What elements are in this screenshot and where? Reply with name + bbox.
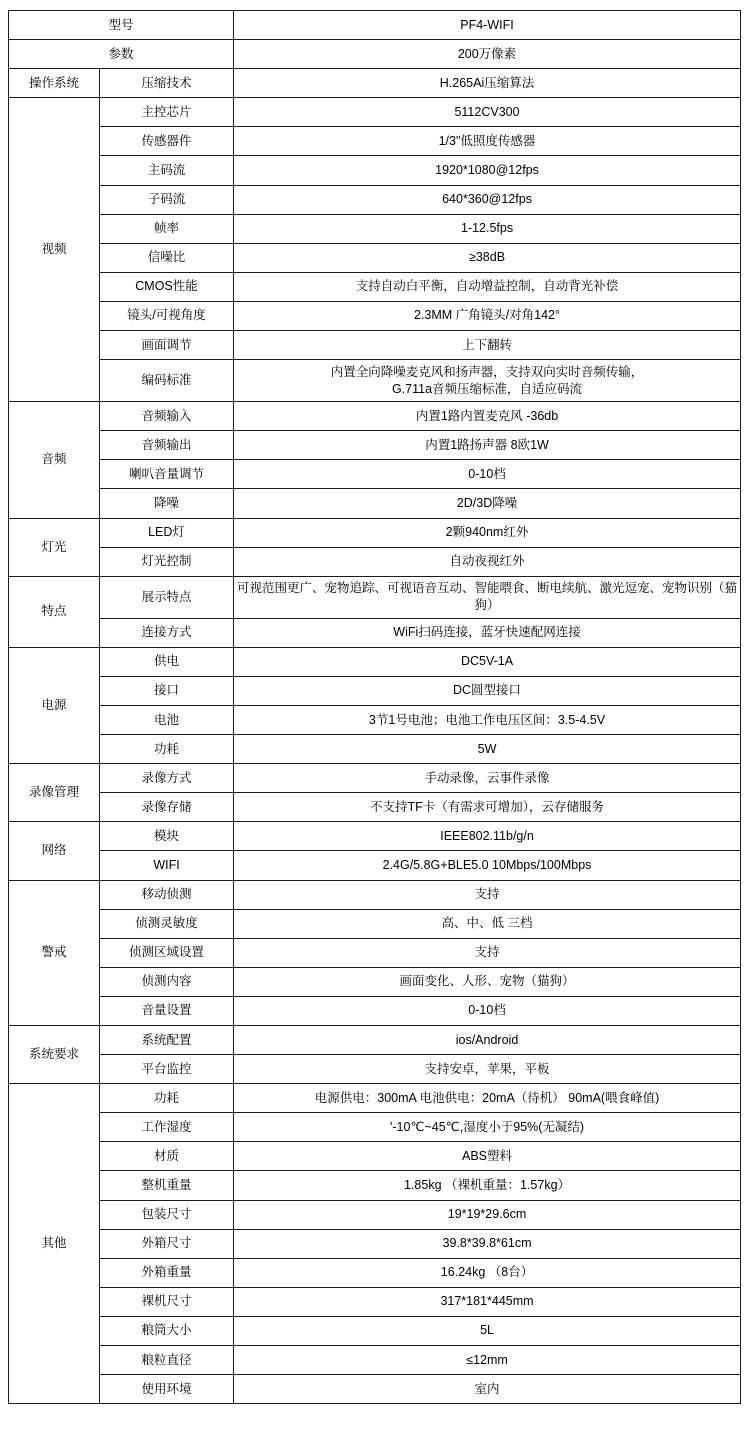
param-label: 灯光控制 <box>100 547 234 576</box>
param-label: 录像方式 <box>100 764 234 793</box>
table-row <box>9 764 741 793</box>
table-row <box>9 676 741 705</box>
table-row <box>9 11 741 40</box>
param-label: 喇叭音量调节 <box>100 460 234 489</box>
table-row <box>9 1346 741 1375</box>
param-value: 317*181*445mm <box>234 1287 741 1316</box>
param-value: IEEE802.11b/g/n <box>234 822 741 851</box>
param-value: 内置1路扬声器 8欧1W <box>234 431 741 460</box>
param-label: 粮筒大小 <box>100 1316 234 1345</box>
table-row <box>9 618 741 647</box>
table-row <box>9 1026 741 1055</box>
param-value: 支持安卓，苹果，平板 <box>234 1055 741 1084</box>
param-value: 内置全向降噪麦克风和扬声器，支持双向实时音频传输， G.711a音频压缩标准，自适应码流 <box>234 360 741 402</box>
param-value: 2D/3D降噪 <box>234 489 741 518</box>
param-value: ABS塑料 <box>234 1142 741 1171</box>
param-value: 支持 <box>234 938 741 967</box>
table-row <box>9 402 741 431</box>
param-label: 帧率 <box>100 214 234 243</box>
param-label: WIFI <box>100 851 234 880</box>
param-value: ≥38dB <box>234 243 741 272</box>
table-row <box>9 880 741 909</box>
param-value: 0-10档 <box>234 996 741 1025</box>
param-value: 1.85kg （裸机重量：1.57kg） <box>234 1171 741 1200</box>
spec-table-body <box>9 11 741 1404</box>
param-value: ≤12mm <box>234 1346 741 1375</box>
table-row <box>9 431 741 460</box>
table-row <box>9 127 741 156</box>
table-row <box>9 705 741 734</box>
table-row <box>9 331 741 360</box>
param-label: 录像存储 <box>100 793 234 822</box>
table-row <box>9 185 741 214</box>
param-value: DC圆型接口 <box>234 676 741 705</box>
param-label: 供电 <box>100 647 234 676</box>
param-value: 39.8*39.8*61cm <box>234 1229 741 1258</box>
param-label: 信噪比 <box>100 243 234 272</box>
param-label: CMOS性能 <box>100 272 234 301</box>
param-label: 音频输入 <box>100 402 234 431</box>
param-value: 2颗940nm红外 <box>234 518 741 547</box>
param-value: 1920*1080@12fps <box>234 156 741 185</box>
param-value: 16.24kg （8台） <box>234 1258 741 1287</box>
param-value: DC5V-1A <box>234 647 741 676</box>
spec-table <box>8 10 741 1404</box>
category-cell: 音频 <box>9 402 100 518</box>
table-row <box>9 576 741 618</box>
category-cell: 警戒 <box>9 880 100 1025</box>
table-row <box>9 1084 741 1113</box>
table-row <box>9 851 741 880</box>
header-value: PF4-WIFI <box>234 11 741 40</box>
param-label: 编码标准 <box>100 360 234 402</box>
table-row <box>9 1375 741 1404</box>
param-label: 主控芯片 <box>100 98 234 127</box>
table-row <box>9 1287 741 1316</box>
table-row <box>9 735 741 764</box>
param-label: 模块 <box>100 822 234 851</box>
param-value: 自动夜视红外 <box>234 547 741 576</box>
param-value: 0-10档 <box>234 460 741 489</box>
param-value: 高、中、低 三档 <box>234 909 741 938</box>
table-row <box>9 40 741 69</box>
param-label: 系统配置 <box>100 1026 234 1055</box>
param-label: 包装尺寸 <box>100 1200 234 1229</box>
param-label: 接口 <box>100 676 234 705</box>
table-row <box>9 156 741 185</box>
param-value: 1-12.5fps <box>234 214 741 243</box>
param-value: 1/3"低照度传感器 <box>234 127 741 156</box>
table-row <box>9 243 741 272</box>
param-value: 3节1号电池；电池工作电压区间：3.5-4.5V <box>234 705 741 734</box>
param-label: 外箱尺寸 <box>100 1229 234 1258</box>
param-label: 主码流 <box>100 156 234 185</box>
param-value: 19*19*29.6cm <box>234 1200 741 1229</box>
param-value: 支持自动白平衡，自动增益控制，自动背光补偿 <box>234 272 741 301</box>
table-row <box>9 301 741 330</box>
param-label: 功耗 <box>100 735 234 764</box>
param-value: 手动录像，云事件录像 <box>234 764 741 793</box>
table-row <box>9 1200 741 1229</box>
param-value: 上下翻转 <box>234 331 741 360</box>
param-label: 整机重量 <box>100 1171 234 1200</box>
table-row <box>9 1258 741 1287</box>
table-row <box>9 1171 741 1200</box>
param-value: 内置1路内置麦克风 -36db <box>234 402 741 431</box>
param-value: 不支持TF卡（有需求可增加），云存储服务 <box>234 793 741 822</box>
param-value: 画面变化、人形、宠物（猫狗） <box>234 967 741 996</box>
param-label: 材质 <box>100 1142 234 1171</box>
param-value: 2.3MM 广角镜头/对角142° <box>234 301 741 330</box>
param-value: 支持 <box>234 880 741 909</box>
param-value: H.265Ai压缩算法 <box>234 69 741 98</box>
header-label: 参数 <box>9 40 234 69</box>
param-label: 工作湿度 <box>100 1113 234 1142</box>
param-label: LED灯 <box>100 518 234 547</box>
param-label: 裸机尺寸 <box>100 1287 234 1316</box>
param-value: 5112CV300 <box>234 98 741 127</box>
param-value: ios/Android <box>234 1026 741 1055</box>
param-value: WiFi扫码连接，蓝牙快速配网连接 <box>234 618 741 647</box>
param-value: '-10℃~45℃,湿度小于95%(无凝结) <box>234 1113 741 1142</box>
param-value: 2.4G/5.8G+BLE5.0 10Mbps/100Mbps <box>234 851 741 880</box>
param-label: 子码流 <box>100 185 234 214</box>
param-label: 画面调节 <box>100 331 234 360</box>
param-value: 电源供电：300mA 电池供电：20mA（待机） 90mA(喂食峰值) <box>234 1084 741 1113</box>
header-value: 200万像素 <box>234 40 741 69</box>
table-row <box>9 1229 741 1258</box>
table-row <box>9 69 741 98</box>
param-label: 侦测灵敏度 <box>100 909 234 938</box>
category-cell: 电源 <box>9 647 100 763</box>
category-cell: 视频 <box>9 98 100 402</box>
param-value: 5W <box>234 735 741 764</box>
param-value: 5L <box>234 1316 741 1345</box>
param-label: 镜头/可视角度 <box>100 301 234 330</box>
param-label: 侦测内容 <box>100 967 234 996</box>
param-label: 使用环境 <box>100 1375 234 1404</box>
category-cell: 网络 <box>9 822 100 880</box>
table-row <box>9 489 741 518</box>
table-row <box>9 214 741 243</box>
table-row <box>9 822 741 851</box>
param-value: 室内 <box>234 1375 741 1404</box>
param-label: 粮粒直径 <box>100 1346 234 1375</box>
param-label: 电池 <box>100 705 234 734</box>
param-label: 外箱重量 <box>100 1258 234 1287</box>
param-value: 640*360@12fps <box>234 185 741 214</box>
table-row <box>9 547 741 576</box>
category-cell: 系统要求 <box>9 1026 100 1084</box>
param-label: 移动侦测 <box>100 880 234 909</box>
table-row <box>9 647 741 676</box>
param-label: 展示特点 <box>100 576 234 618</box>
table-row <box>9 1316 741 1345</box>
table-row <box>9 938 741 967</box>
category-cell: 操作系统 <box>9 69 100 98</box>
table-row <box>9 1055 741 1084</box>
param-label: 压缩技术 <box>100 69 234 98</box>
table-row <box>9 360 741 402</box>
param-value: 可视范围更广、宠物追踪、可视语音互动、智能喂食、断电续航、激光逗宠、宠物识别（猫狗） <box>234 576 741 618</box>
table-row <box>9 793 741 822</box>
category-cell: 其他 <box>9 1084 100 1404</box>
table-row <box>9 518 741 547</box>
table-row <box>9 98 741 127</box>
category-cell: 特点 <box>9 576 100 647</box>
table-row <box>9 1113 741 1142</box>
table-row <box>9 909 741 938</box>
table-row <box>9 1142 741 1171</box>
param-label: 音量设置 <box>100 996 234 1025</box>
table-row <box>9 272 741 301</box>
param-label: 侦测区域设置 <box>100 938 234 967</box>
table-row <box>9 460 741 489</box>
table-row <box>9 996 741 1025</box>
param-label: 传感器件 <box>100 127 234 156</box>
header-label: 型号 <box>9 11 234 40</box>
table-row <box>9 967 741 996</box>
category-cell: 录像管理 <box>9 764 100 822</box>
param-label: 连接方式 <box>100 618 234 647</box>
param-label: 降噪 <box>100 489 234 518</box>
param-label: 功耗 <box>100 1084 234 1113</box>
param-label: 音频输出 <box>100 431 234 460</box>
category-cell: 灯光 <box>9 518 100 576</box>
param-label: 平台监控 <box>100 1055 234 1084</box>
